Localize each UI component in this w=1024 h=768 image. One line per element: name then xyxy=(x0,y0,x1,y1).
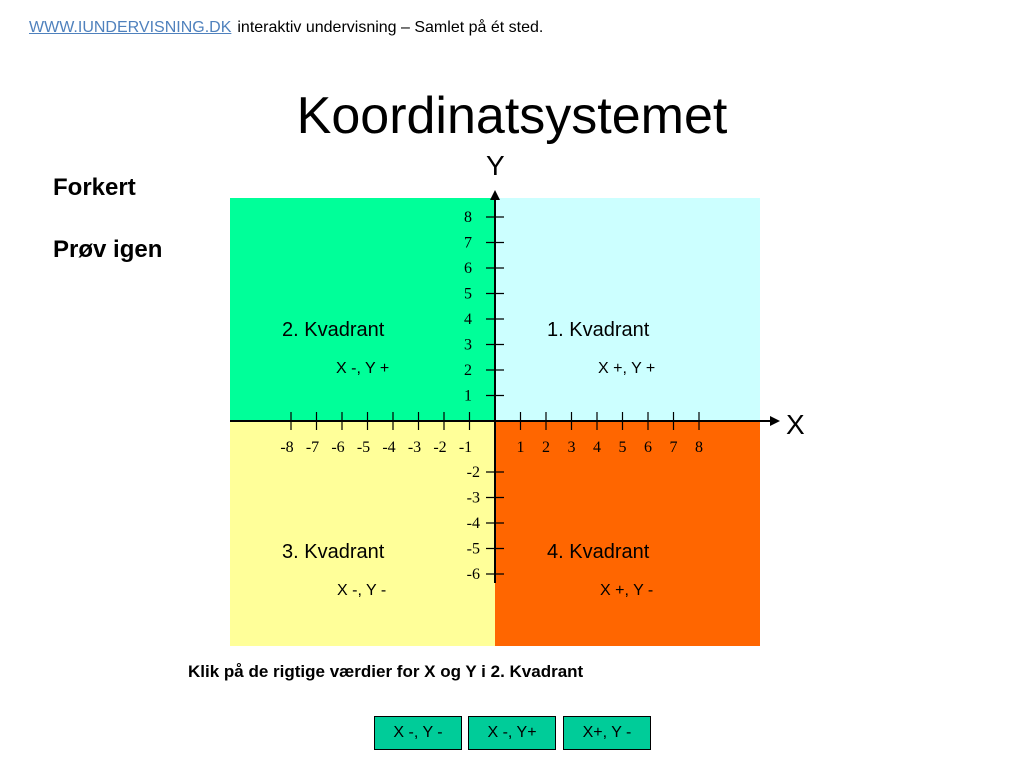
x-tick-label: -4 xyxy=(382,439,396,456)
y-tick-label: 4 xyxy=(464,311,472,328)
answer-button-x-neg-y-neg[interactable]: X -, Y - xyxy=(374,716,462,750)
x-axis-label: X xyxy=(786,409,805,440)
x-tick-label: -3 xyxy=(407,439,422,456)
y-tick-label: -3 xyxy=(466,489,480,507)
x-tick-label: -6 xyxy=(331,439,345,456)
y-tick-label: -6 xyxy=(466,566,480,583)
feedback-try-again: Prøv igen xyxy=(53,236,163,263)
page-title: Koordinatsystemet xyxy=(296,87,728,145)
quadrant-2-label: 2. Kvadrant xyxy=(282,319,385,341)
x-tick-label: 4 xyxy=(593,439,601,456)
y-tick-label: 7 xyxy=(464,234,472,252)
answer-button-x-neg-y-pos[interactable]: X -, Y+ xyxy=(468,716,556,750)
answer-button-x-pos-y-neg[interactable]: X+, Y - xyxy=(563,716,651,750)
y-tick-label: 6 xyxy=(464,260,472,277)
tagline: interaktiv undervisning – Samlet på ét sted. xyxy=(237,19,544,36)
x-tick-label: -5 xyxy=(356,439,371,456)
quadrant-3-label: 3. Kvadrant xyxy=(282,541,385,563)
y-tick-label: -4 xyxy=(466,515,480,532)
x-tick-label: -1 xyxy=(458,439,473,456)
x-tick-label: -2 xyxy=(433,439,447,456)
x-tick-label: 2 xyxy=(542,439,550,456)
site-link[interactable]: WWW.IUNDERVISNING.DK xyxy=(29,19,232,36)
quadrant-1-signs: X +, Y + xyxy=(598,360,656,377)
feedback-wrong: Forkert xyxy=(53,174,136,201)
y-tick-label: 3 xyxy=(464,336,472,354)
quadrant-3-signs: X -, Y - xyxy=(337,582,387,599)
y-tick-label: 2 xyxy=(464,362,472,379)
x-tick-label: 7 xyxy=(669,439,678,456)
quadrant-4-signs: X +, Y - xyxy=(600,582,654,599)
y-tick-label: -2 xyxy=(466,464,480,481)
y-axis-label: Y xyxy=(486,150,505,181)
y-tick-label: 5 xyxy=(464,285,472,303)
x-tick-label: 6 xyxy=(644,439,652,456)
y-tick-label: 1 xyxy=(464,387,472,405)
x-tick-label: -8 xyxy=(280,439,294,456)
x-tick-label: 8 xyxy=(695,439,703,456)
y-tick-label: 8 xyxy=(464,209,472,226)
quadrant-4-label: 4. Kvadrant xyxy=(547,541,650,563)
x-tick-label: 3 xyxy=(567,439,576,456)
instruction-text: Klik på de rigtige værdier for X og Y i 2. Kvadrant xyxy=(188,662,584,681)
y-tick-label: -5 xyxy=(466,540,480,558)
x-tick-label: 1 xyxy=(516,439,525,456)
quadrant-2-signs: X -, Y + xyxy=(336,360,390,377)
quadrant-1-label: 1. Kvadrant xyxy=(547,319,650,341)
x-tick-label: 5 xyxy=(618,439,627,456)
x-tick-label: -7 xyxy=(305,439,320,456)
